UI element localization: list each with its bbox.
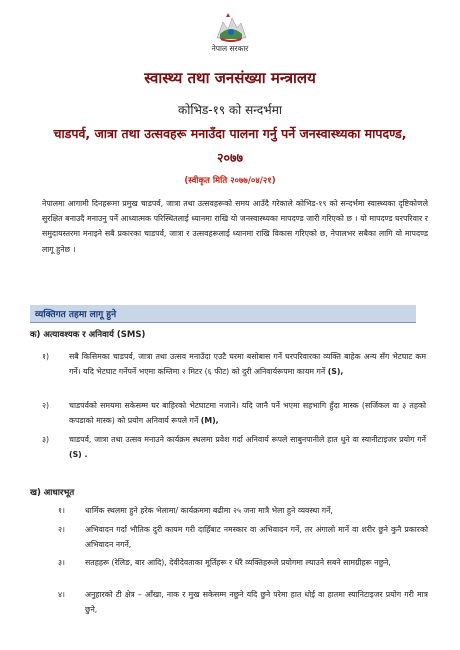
list-item-number: १) bbox=[42, 352, 50, 361]
list-item-text: धार्मिक स्थलमा हुने हरेक भेलामा/ कार्यक्रममा बढीमा २५ जना मात्रै भेला हुने व्यवस्था गर्ने, bbox=[85, 506, 333, 515]
list-item-text: चाडपर्व, जात्रा तथा उत्सव मनाउने कार्यक्रम स्थलमा प्रवेश गर्दा अनिवार्य रूपले साबुनपानीले हात धुने वा स्यानीटाइजर प्रयोग गर्ने (S) . bbox=[69, 435, 426, 460]
list-item-number: १। bbox=[58, 506, 66, 515]
list-item-text: अभिवादन गर्दा भौतिक दुरी कायम गरी दाहिँबाट नमस्कार वा अभिवादन गर्ने, तर अंगालो मार्ने वा शरीर छुने कुनै प्रकारको अभिवादन नगर्ने, bbox=[85, 525, 428, 550]
ministry-title: स्वास्थ्य तथा जनसंख्या मन्त्रालय bbox=[144, 69, 316, 87]
section-b-heading: ख) आधारभूत bbox=[30, 488, 75, 498]
document-title: चाडपर्व, जात्रा तथा उत्सवहरू मनाउँदा पालना गर्नु पर्ने जनस्वास्थ्यका मापदण्ड, २०७७ bbox=[53, 126, 407, 165]
list-item-number: ४। bbox=[58, 590, 66, 599]
section-a-heading: क) अत्यावश्यक र अनिवार्य (SMS) bbox=[30, 330, 146, 340]
item-code: (S), bbox=[327, 367, 344, 377]
section-banner-label: व्यक्तिगत तहमा लागू हुने bbox=[35, 310, 117, 320]
item-code: (M), bbox=[200, 416, 219, 426]
list-item-text: अनुहारको टी क्षेत्र – आँखा, नाक र मुख सकेसम्म नछुने यदि छुने परेमा हात धोई वा हातमा स्यानिटाइजर प्रयोग गरी मात्र छुने, bbox=[85, 590, 428, 615]
section-banner bbox=[30, 305, 416, 323]
item-code: (S) . bbox=[69, 450, 88, 460]
government-label: नेपाल सरकार bbox=[211, 44, 249, 53]
context-line: कोभिड-१९ को सन्दर्भमा bbox=[178, 103, 282, 117]
intro-paragraph: नेपालमा आगामी दिनहरूमा प्रमुख चाडपर्व, जात्रा तथा उत्सवहरूको समय आउँदै गरेकाले कोभिड-१९ को सन्दर्भमा स्वास्थ्यका दृष्टिकोणले सुरक्षित बनाउदै मनाउनु पर्ने आध्यात्मक परिस्थितलाई ध्यानमा राखि यो जनस्वास्थ्यका मापदण्ड जारी गरिएको छ । यो मापदण्ड घरपरिवार र समुदायस्तरमा मनाइने सबै प्रकारका चाडपर्व, जात्रा र उत्सवहरूलाई ध्यानमा राखि विकास गरिएको छ, नेपालभर सबैका लागि यो मापदण्ड लागू हुनेछ । bbox=[42, 199, 428, 254]
approval-date: (स्वीकृत मिति २०७७/०४/२१) bbox=[184, 176, 276, 186]
list-item-text: सतहहरू (रेलिङ, बार आदि), देवीदेवताका मूर्तिहरू र धेरै व्यक्तिहरूले प्रयोगमा ल्याउने सबने सामग्रीहरू नछुने, bbox=[85, 558, 391, 567]
list-item-text: चाडपर्वको समयमा सकेसम्म घर बाहिरको भेटघाटमा नजाने। यदि जानै पर्ने भएमा सहभागि हुँदा मास्क (सर्जिकल वा ३ तहको कपडाको मास्क) को प्रयोग अनिवार्य रूपले गर्ने (M), bbox=[69, 401, 426, 426]
list-item-number: २) bbox=[42, 401, 50, 410]
list-item-number: ३। bbox=[58, 558, 66, 567]
list-item-number: ३) bbox=[42, 435, 50, 444]
list-item-number: २। bbox=[58, 525, 66, 534]
list-item-text: सबै किसिमका चाडपर्व, जात्रा तथा उत्सव मनाउँदा एउटै घरमा बसोबास गर्ने घरपरिवारका व्यक्ति बाहेक अन्य सँग भेटघाट कम गर्ने। यदि भेटघाट गर्नेपर्ने भएमा कम्तिमा २ मिटर (६ फीट) को दुरी अनिवार्यरूपमा कायम गर्ने (S), bbox=[69, 352, 426, 377]
nepal-emblem-icon bbox=[213, 12, 249, 44]
